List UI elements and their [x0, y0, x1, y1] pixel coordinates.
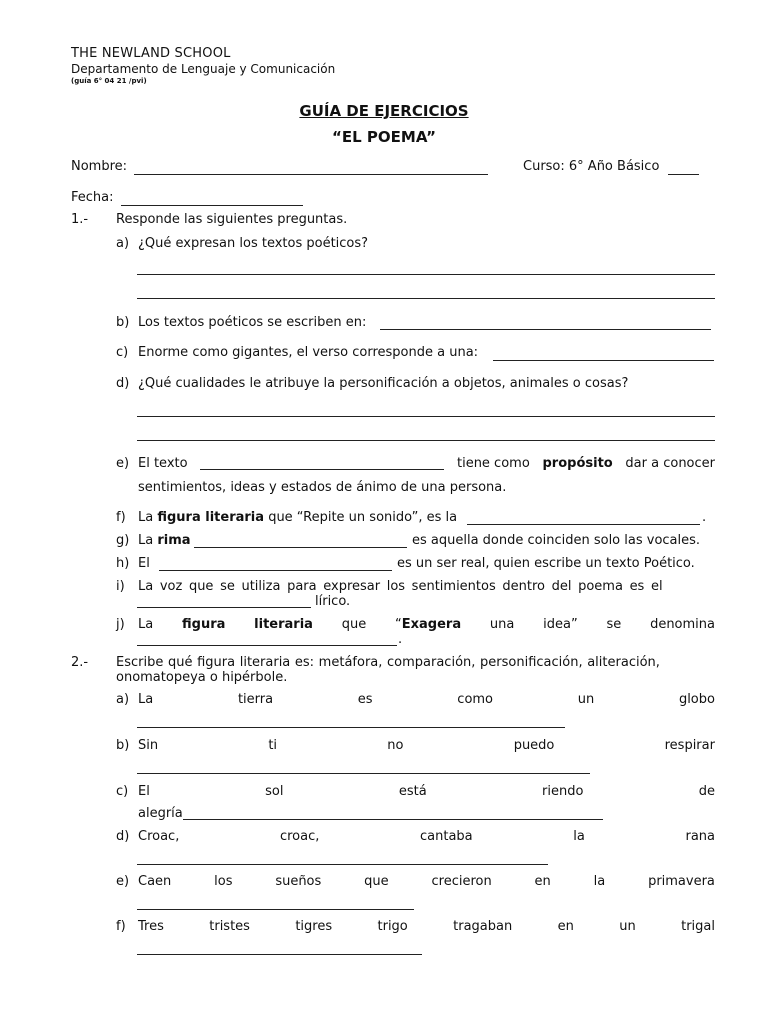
answer-b-field[interactable]: [380, 329, 711, 330]
section2-item-letter: b): [116, 738, 130, 753]
section2-word: riendo: [542, 784, 584, 799]
section2-word: croac,: [279, 829, 320, 844]
question-f-post: que “Repite un sonido”, es la: [268, 510, 458, 525]
question-c-letter: c): [116, 345, 129, 360]
question-a-text: ¿Qué expresan los textos poéticos?: [138, 236, 369, 251]
question-e-pre: El texto: [138, 456, 188, 471]
question-f-pre: La: [138, 510, 154, 525]
section2-word: Caen: [138, 874, 172, 889]
answer-h-field[interactable]: [159, 570, 392, 571]
question-h-letter: h): [116, 556, 130, 571]
nombre-label: Nombre:: [71, 159, 128, 174]
section2-item-sentence: [138, 919, 715, 934]
section2-number: 2.-: [71, 655, 89, 670]
question-e-line-2: sentimientos, ideas y estados de ánimo de una persona.: [138, 480, 507, 495]
section2-item-sentence: [138, 874, 715, 889]
section2-word: ti: [268, 738, 278, 753]
question-e-letter: e): [116, 456, 130, 471]
section2-item-sentence: [138, 692, 715, 707]
question-c-text: Enorme como gigantes, el verso corresponde a una:: [138, 345, 479, 360]
section2-word: tristes: [209, 919, 250, 934]
section1-instruction: Responde las siguientes preguntas.: [116, 212, 348, 227]
section2-word: sol: [265, 784, 284, 799]
question-i-letter: i): [116, 579, 125, 594]
question-e-mid: tiene como: [456, 456, 530, 471]
section2-word: sueños: [275, 874, 322, 889]
question-h-post: es un ser real, quien escribe un texto Poético.: [397, 556, 695, 571]
question-j-word: una: [489, 617, 515, 632]
question-j-word: se: [606, 617, 622, 632]
question-j-word: que: [341, 617, 367, 632]
curso-label: Curso: 6° Año Básico: [523, 159, 660, 174]
open-quote: “: [395, 617, 402, 632]
answer-a-line-1[interactable]: [137, 274, 715, 275]
question-j-bold-3: Exagera: [401, 617, 462, 632]
question-d-text: ¿Qué cualidades le atribuye la personificación a objetos, animales o cosas?: [138, 376, 629, 391]
question-j-word: denomina: [650, 617, 715, 632]
section2-word: rana: [685, 829, 715, 844]
question-g-post: es aquella donde coinciden solo las vocales.: [412, 533, 701, 548]
section2-word: La: [138, 692, 154, 707]
school-name: THE NEWLAND SCHOOL: [71, 46, 231, 61]
question-e-bold: propósito: [542, 456, 613, 471]
question-h-pre: El: [138, 556, 150, 571]
section2-item-sentence: [138, 784, 715, 799]
section2-word: cantaba: [420, 829, 473, 844]
question-d-letter: d): [116, 376, 130, 391]
question-f-end: .: [702, 510, 707, 525]
section2-word: respirar: [664, 738, 715, 753]
question-i-line-1: [138, 579, 715, 594]
section2-item-letter: d): [116, 829, 130, 844]
section2-answer-line[interactable]: [137, 864, 548, 865]
section2-word: tierra: [237, 692, 274, 707]
answer-i-field[interactable]: [137, 607, 311, 608]
section2-word: un: [619, 919, 636, 934]
section2-answer-line[interactable]: [137, 727, 565, 728]
question-g-bold: rima: [157, 533, 191, 548]
section2-word: Croac,: [138, 829, 180, 844]
section2-instruction-text: Escribe qué figura literaria es: metáfora, comparación, personificación, aliteración,: [116, 655, 660, 670]
answer-d-line-2[interactable]: [137, 440, 715, 441]
section2-answer-line[interactable]: [137, 909, 414, 910]
nombre-field[interactable]: [134, 174, 488, 175]
section2-word: El: [138, 784, 150, 799]
question-f-letter: f): [116, 510, 126, 525]
section2-word: está: [398, 784, 427, 799]
section2-word: trigo: [377, 919, 408, 934]
question-j-letter: j): [116, 617, 125, 632]
section2-word: en: [557, 919, 574, 934]
answer-f-field[interactable]: [467, 524, 700, 525]
section2-word: un: [577, 692, 595, 707]
question-i-line-2: lírico.: [315, 594, 351, 609]
answer-a-line-2[interactable]: [137, 298, 715, 299]
section2-word: primavera: [648, 874, 715, 889]
answer-e-field[interactable]: [200, 456, 444, 470]
section2-answer-line[interactable]: [137, 773, 590, 774]
question-j-line-1: [138, 617, 715, 632]
section1-number: 1.-: [71, 212, 89, 227]
answer-c-field[interactable]: [493, 360, 714, 361]
section2-item-sentence: [138, 829, 715, 844]
section2-answer-line[interactable]: [183, 819, 603, 820]
section2-word: trigal: [681, 919, 715, 934]
page-title: GUÍA DE EJERCICIOS: [299, 102, 469, 120]
question-g-pre: [138, 533, 191, 548]
question-j-exagera: [395, 617, 461, 632]
section2-word: no: [387, 738, 404, 753]
question-b-text: Los textos poéticos se escriben en:: [138, 315, 367, 330]
question-e-post: dar a conocer: [625, 456, 715, 471]
answer-d-line-1[interactable]: [137, 416, 715, 417]
section2-word: los: [214, 874, 233, 889]
question-g-letter: g): [116, 533, 130, 548]
section2-answer-line[interactable]: [137, 954, 422, 955]
section2-word: como: [457, 692, 494, 707]
question-j-bold-1: figura: [182, 617, 226, 632]
section2-item-sentence: [138, 738, 715, 753]
section2-word: puedo: [513, 738, 555, 753]
section2-instruction-2: onomatopeya o hipérbole.: [116, 670, 288, 685]
section2-word: globo: [678, 692, 715, 707]
section2-item-letter: a): [116, 692, 130, 707]
question-j-word: La: [138, 617, 154, 632]
section2-item-letter: c): [116, 784, 129, 799]
section2-word: tragaban: [453, 919, 513, 934]
section2-word: crecieron: [431, 874, 492, 889]
question-j-word: idea”: [543, 617, 578, 632]
question-a-letter: a): [116, 236, 130, 251]
section2-word: en: [534, 874, 551, 889]
question-i-text: La voz que se utiliza para expresar los sentimientos dentro del poema es el: [138, 579, 663, 594]
curso-field[interactable]: [668, 174, 699, 175]
section2-word: Sin: [138, 738, 159, 753]
section2-word: que: [364, 874, 389, 889]
answer-j-field[interactable]: [137, 645, 397, 646]
question-g-la: La: [138, 533, 154, 548]
section2-word: Tres: [138, 919, 164, 934]
section2-word: la: [593, 874, 606, 889]
question-f-text: [138, 510, 457, 525]
section2-word: tigres: [295, 919, 333, 934]
section2-word: es: [357, 692, 373, 707]
question-f-bold: figura literaria: [157, 510, 265, 525]
question-e-line-1: [138, 456, 715, 471]
fecha-label: Fecha:: [71, 190, 114, 205]
guide-code: (guía 6° 04 21 /pvi): [71, 77, 147, 85]
section2-item-continuation: alegría: [138, 806, 183, 821]
section2-item-letter: e): [116, 874, 130, 889]
page-subtitle: “EL POEMA”: [332, 128, 436, 146]
section2-instruction: [116, 655, 715, 670]
department: Departamento de Lenguaje y Comunicación: [71, 62, 336, 76]
answer-g-field[interactable]: [194, 547, 407, 548]
section2-word: de: [698, 784, 715, 799]
question-j-end: .: [398, 632, 403, 647]
section2-word: la: [573, 829, 585, 844]
question-j-bold-2: literaria: [254, 617, 313, 632]
fecha-field[interactable]: [121, 205, 303, 206]
section2-item-letter: f): [116, 919, 126, 934]
question-b-letter: b): [116, 315, 130, 330]
